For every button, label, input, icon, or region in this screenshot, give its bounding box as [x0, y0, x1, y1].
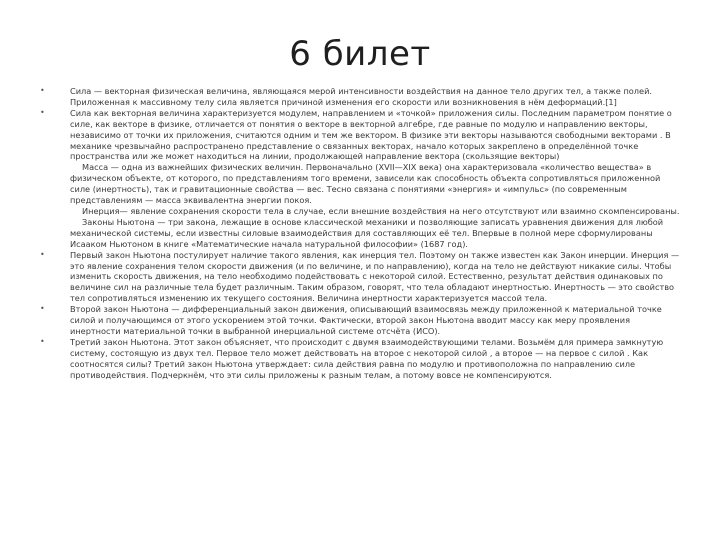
bullet-item-force-definition [40, 86, 680, 108]
bullet-text: Сила как векторная величина характеризуется модулем, направлением и «точкой» приложения силы. Последним параметром понятие о силе, как векторе в физике, отличается от понятия о векторе в векторной алгебре, где равные по модулю и направлению векторы, независимо от точки их приложения, считаются одним и тем же вектором. В физике эти векторы называются свободными векторами . В механике чрезвычайно распространено представление о связанных векторах, начало которых закреплено в определённой точке пространства или же может находиться на линии, продолжающей направление вектора (скользящие векторы) [70, 107, 672, 162]
bullet-text: Сила — векторная физическая величина, являющаяся мерой интенсивности воздействия на данное тело других тел, а также полей. Приложенная к массивному телу сила является причиной изменения его скорости или возникновения в нём деформаций.[1] [70, 86, 652, 107]
slide-title: 6 билет [289, 34, 431, 74]
bullet-text: Первый закон Ньютона постулирует наличие такого явления, как инерция тел. Поэтому он также известен как Закон инерции. Инерция — это явление сохранения телом скорости движения (и по величине, и по направлению), когда на тело не действуют никакие силы. Чтобы изменить скорость движения, на тело необходимо подействовать с некоторой силой. Естественно, результат действия одинаковых по величине сил на различные тела будет различным. Таким образом, говорят, что тела обладают инертностью. Инертность — это свойство тел сопротивляться изменению их текущего состояния. Величина инертности характеризуется массой тела. [70, 249, 680, 304]
bullet-icon: • [40, 249, 45, 259]
paragraph-text: Масса — одна из важнейших физических величин. Первоначально (XVII—XIX века) она характеризовала «количество вещества» в физическом объекте, от которого, по представлениям того времени, зависели как способность объекта сопротивляться приложенной силе (инертность), так и гравитационные свойства — вес. Тесно связана с понятиями «энергия» и «импульс» (по современным представлениям — масса эквивалентна энергии покоя. [70, 162, 661, 206]
slide-body [40, 86, 680, 380]
bullet-icon: • [40, 86, 45, 95]
bullet-text: Второй закон Ньютона — дифференциальный закон движения, описывающий взаимосвязь между приложенной к материальной точке силой и получающимся от этого ускорением этой точки. Фактически, второй закон Ньютона вводит массу как меру проявления инертности материальной точки в выбранной инерциальной системе отсчёта (ИСО). [70, 304, 662, 336]
bullet-item-first-law [40, 250, 680, 305]
paragraph-inertia [40, 206, 680, 217]
bullet-text: Третий закон Ньютона. Этот закон объясняет, что происходит с двумя взаимодействующими телами. Возьмём для примера замкнутую систему, состоящую из двух тел. Первое тело может действовать на второе с некоторой силой , а второе — на первое с силой . Как соотносятся силы? Третий закон Ньютона утверждает: сила действия равна по модулю и противоположна по направлению силе противодействия. Подчеркнём, что эти силы приложены к разным телам, а потому вовсе не компенсируются. [70, 336, 664, 380]
bullet-item-second-law [40, 304, 680, 337]
bullet-item-third-law [40, 337, 680, 381]
bullet-icon: • [40, 336, 45, 346]
paragraph-text: Инерция— явление сохранения скорости тела в случае, если внешние воздействия на него отсутствуют или взаимно скомпенсированы. [82, 205, 680, 216]
bullet-item-force-vector [40, 108, 680, 163]
paragraph-text: Законы Ньютона — три закона, лежащие в основе классической механики и позволяющие записать уравнения движения для любой механической системы, если известны силовые взаимодействия для составляющих её тел. Впервые в полной мере сформулированы Исааком Ньютоном в книге «Математические начала натуральной философии» (1687 год). [70, 216, 664, 249]
bullet-icon: • [40, 304, 45, 314]
paragraph-newton-laws [40, 217, 680, 250]
bullet-icon: • [40, 107, 45, 117]
paragraph-mass [40, 162, 680, 206]
